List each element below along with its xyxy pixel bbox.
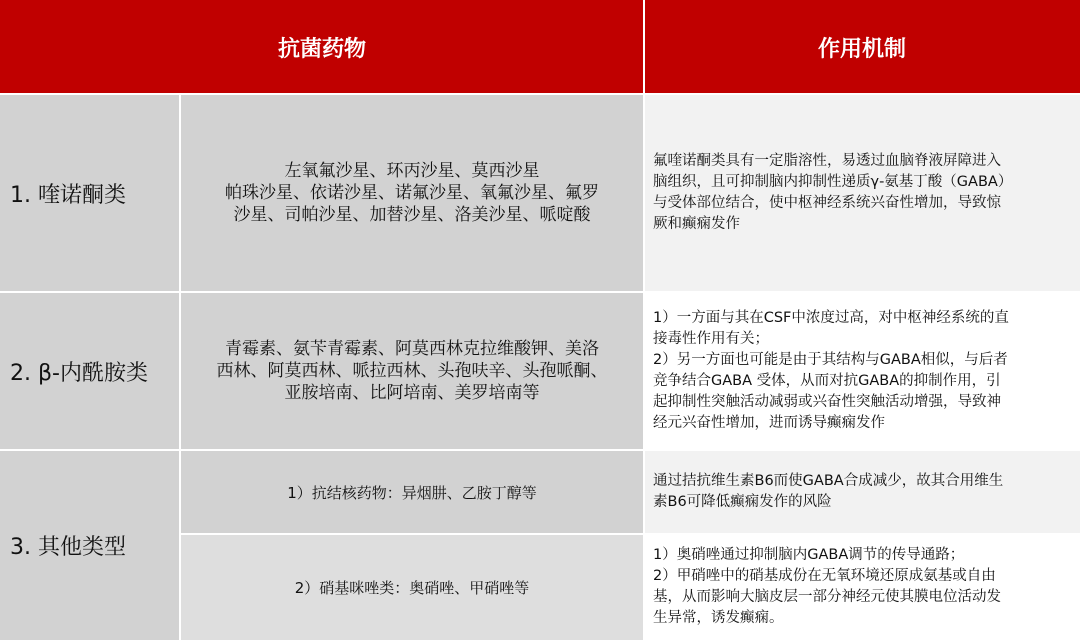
drug-list: 1）抗结核药物：异烟肼、乙胺丁醇等 bbox=[287, 483, 537, 502]
header-drug bbox=[0, 0, 644, 94]
mechanism-text: 通过拮抗维生素B6而使GABA合成减少，故其合用维生 素B6可降低癫痫发作的风险 bbox=[653, 473, 1004, 510]
mechanism-nitroimidazoles bbox=[644, 534, 1080, 640]
drugs-nitroimidazoles bbox=[180, 534, 644, 640]
drugs-quinolones bbox=[180, 94, 644, 292]
category-label: 1. 喹诺酮类 bbox=[10, 182, 126, 208]
drug-list: 左氧氟沙星、环丙沙星、莫西沙星 帕珠沙星、依诺沙星、诺氟沙星、氧氟沙星、氟罗 沙星、司帕沙星、加替沙星、洛美沙星、哌啶酸 bbox=[225, 161, 599, 225]
category-label: 3. 其他类型 bbox=[10, 534, 126, 560]
mechanism-text: 1）一方面与其在CSF中浓度过高，对中枢神经系统的直 接毒性作用有关； 2）另一方面也可能是由于其结构与GABA相似，与后者 竞争结合GABA 受体，从而对抗GABA的抑制作用，引 起抑制性突触活动减弱或兴奋性突触活动增强，导致神 经元兴奋性增加，进而诱导癫痫发作 bbox=[653, 310, 1009, 431]
row-divider bbox=[180, 533, 1080, 535]
category-beta-lactams bbox=[0, 292, 180, 450]
mechanism-quinolones bbox=[644, 94, 1080, 292]
category-others bbox=[0, 450, 180, 640]
mechanism-text: 氟喹诺酮类具有一定脂溶性，易透过血脑脊液屏障进入 脑组织，且可抑制脑内抑制性递质γ-氨基丁酸（GABA） 与受体部位结合，使中枢神经系统兴奋性增加，导致惊 厥和癫痫发作 bbox=[653, 153, 1013, 232]
drug-list: 2）硝基咪唑类：奥硝唑、甲硝唑等 bbox=[294, 578, 530, 597]
header-drug-label: 抗菌药物 bbox=[277, 36, 366, 62]
drugs-antituberculosis bbox=[180, 450, 644, 534]
mechanism-beta-lactams bbox=[644, 292, 1080, 450]
category-quinolones bbox=[0, 94, 180, 292]
header-mechanism bbox=[644, 0, 1080, 94]
column-divider bbox=[179, 94, 181, 640]
header-mechanism-label: 作用机制 bbox=[817, 36, 906, 62]
row-divider bbox=[0, 291, 1080, 293]
drugs-beta-lactams bbox=[180, 292, 644, 450]
category-label: 2. β-内酰胺类 bbox=[10, 360, 148, 386]
mechanism-text: 1）奥硝唑通过抑制脑内GABA调节的传导通路； 2）甲硝唑中的硝基成份在无氧环境还原成氨基或自由 基，从而影响大脑皮层一部分神经元使其膜电位活动发 生异常，诱发癫痫。 bbox=[653, 547, 1001, 626]
row-divider bbox=[0, 93, 1080, 95]
column-divider bbox=[643, 0, 645, 640]
mechanism-antituberculosis bbox=[644, 450, 1080, 534]
row-divider bbox=[0, 449, 1080, 451]
drug-list: 青霉素、氨苄青霉素、阿莫西林克拉维酸钾、美洛 西林、阿莫西林、哌拉西林、头孢呋辛、头孢哌酮、 亚胺培南、比阿培南、美罗培南等 bbox=[216, 339, 608, 403]
